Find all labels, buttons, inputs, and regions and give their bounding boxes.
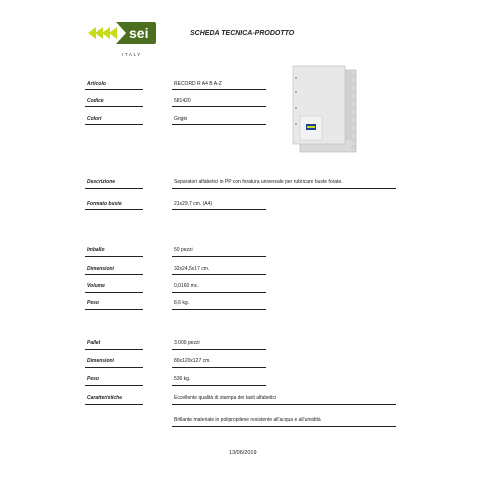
divider	[85, 349, 143, 350]
label-caratteristiche: Caratteristiche	[87, 395, 123, 401]
divider	[85, 256, 143, 257]
value-imballo: 50 pezzi	[174, 247, 193, 253]
value-dimensioni-pallet: 80x120x127 cm.	[174, 358, 211, 364]
divider	[85, 89, 143, 90]
value-colori: Grigio	[174, 116, 188, 122]
label-dimensioni-pallet: Dimensioni	[87, 358, 114, 364]
brand-text: sei	[129, 25, 149, 41]
label-colori: Colori	[87, 116, 102, 122]
index-divider-image	[286, 64, 358, 156]
divider	[85, 209, 143, 210]
divider	[172, 256, 266, 257]
value-articolo: RECORD R A4 B A-Z	[174, 81, 222, 87]
value-caratteristiche-2: Brillante materiale in polipropilene resistente all'acqua e all'umidità	[174, 417, 321, 423]
label-volume: Volume	[87, 283, 105, 289]
label-dimensioni: Dimensioni	[87, 266, 114, 272]
label-imballo: Imballo	[87, 247, 105, 253]
label-codice: Codice	[87, 98, 104, 104]
brand-subtitle: ITALY	[122, 52, 142, 57]
label-pallet: Pallet	[87, 340, 101, 346]
divider	[172, 292, 266, 293]
label-peso: Peso	[87, 300, 99, 306]
divider	[172, 309, 266, 310]
divider	[172, 209, 266, 210]
page-title: SCHEDA TECNICA-PRODOTTO	[190, 30, 295, 37]
footer-date: 13/06/2019	[229, 450, 257, 456]
divider	[85, 106, 143, 107]
value-dimensioni: 32x24,5x17 cm.	[174, 266, 210, 272]
label-formato-buste: Formato buste	[87, 201, 122, 207]
value-formato-buste: 21x29,7 cm. (A4)	[174, 201, 213, 207]
value-peso-pallet: 536 kg.	[174, 376, 191, 382]
label-articolo: Articolo	[87, 81, 106, 87]
value-pallet: 3.000 pezzi	[174, 340, 200, 346]
divider	[85, 385, 143, 386]
divider	[85, 274, 143, 275]
value-codice: 581420	[174, 98, 191, 104]
brand-logo	[86, 18, 158, 64]
divider	[172, 274, 266, 275]
divider	[85, 367, 143, 368]
label-descrizione: Descrizione	[87, 179, 116, 185]
value-caratteristiche: Eccellente qualità di stampa dei tasti alfabetici	[174, 395, 277, 401]
divider	[172, 89, 266, 90]
label-peso-pallet: Peso	[87, 376, 99, 382]
divider	[85, 124, 143, 125]
divider	[172, 349, 266, 350]
value-descrizione: Separatori alfabetici in PP con foratura universale per rubricare buste forate.	[174, 179, 343, 185]
divider	[172, 124, 266, 125]
divider	[172, 385, 266, 386]
divider	[85, 292, 143, 293]
divider	[85, 404, 143, 405]
divider	[85, 188, 143, 189]
divider	[172, 426, 396, 427]
divider	[172, 404, 396, 405]
divider	[172, 106, 266, 107]
divider	[172, 188, 396, 189]
value-volume: 0,0160 mc.	[174, 283, 199, 289]
divider	[85, 309, 143, 310]
divider	[172, 367, 266, 368]
sei-logo-icon	[86, 18, 158, 48]
value-peso: 8,6 kg.	[174, 300, 190, 306]
